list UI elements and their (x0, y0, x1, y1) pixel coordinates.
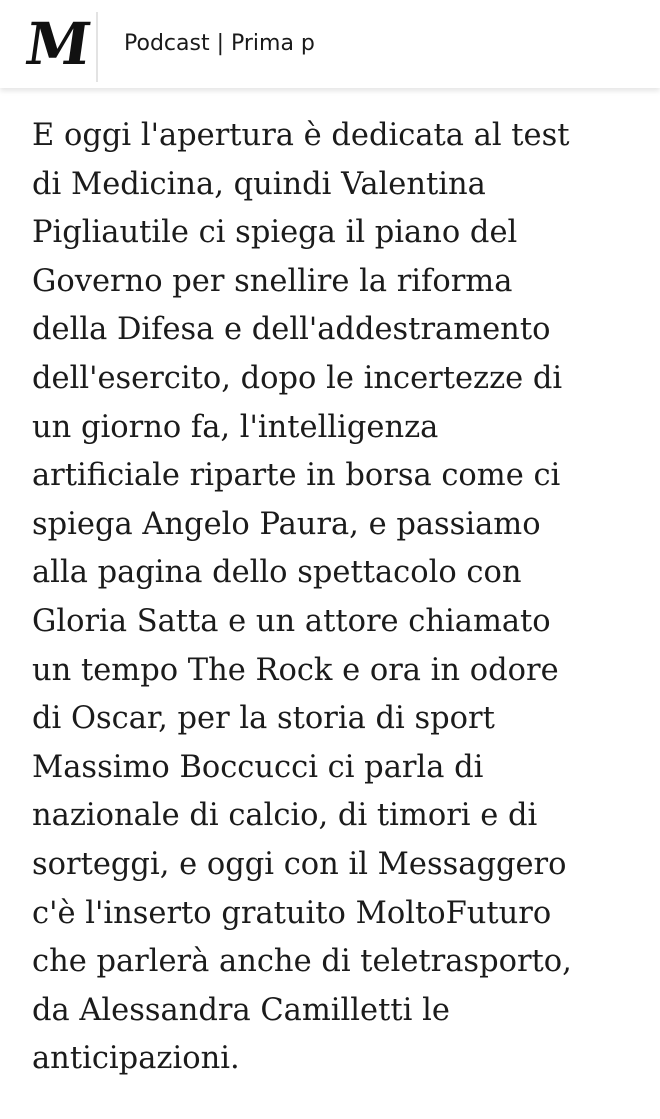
article-line: artificiale riparte in borsa come ci (32, 458, 561, 494)
article-line: Gloria Satta e un attore chiamato (32, 603, 551, 639)
site-logo[interactable]: M (21, 10, 95, 78)
article-line: c'è l'inserto gratuito MoltoFuturo (32, 895, 552, 931)
article-line: di Medicina, quindi Valentina (32, 166, 486, 202)
article-body (32, 112, 632, 1084)
article-line: nazionale di calcio, di timori e di (32, 798, 538, 834)
article-line: un giorno fa, l'intelligenza (32, 409, 439, 445)
article-line: spiega Angelo Paura, e passiamo (32, 506, 541, 542)
section-title: Podcast | Prima p (124, 31, 315, 56)
article-line: Massimo Boccucci ci parla di (32, 749, 484, 785)
article-line: Governo per snellire la riforma (32, 263, 513, 299)
article-line: anticipazioni. (32, 1041, 240, 1077)
article-line: che parlerà anche di teletrasporto, (32, 944, 572, 980)
article-line: dell'esercito, dopo le incertezze di (32, 360, 563, 396)
header-divider (96, 12, 98, 82)
article-line: di Oscar, per la storia di sport (32, 701, 495, 737)
article-line: E oggi l'apertura è dedicata al test (32, 118, 570, 153)
article-line: da Alessandra Camilletti le (32, 992, 450, 1028)
article-line: un tempo The Rock e ora in odore (32, 652, 559, 688)
article-line: alla pagina dello spettacolo con (32, 555, 522, 591)
top-bar (0, 0, 660, 88)
article-line: della Difesa e dell'addestramento (32, 312, 551, 348)
article-line: Pigliautile ci spiega il piano del (32, 215, 518, 251)
article-line: sorteggi, e oggi con il Messaggero (32, 846, 567, 882)
